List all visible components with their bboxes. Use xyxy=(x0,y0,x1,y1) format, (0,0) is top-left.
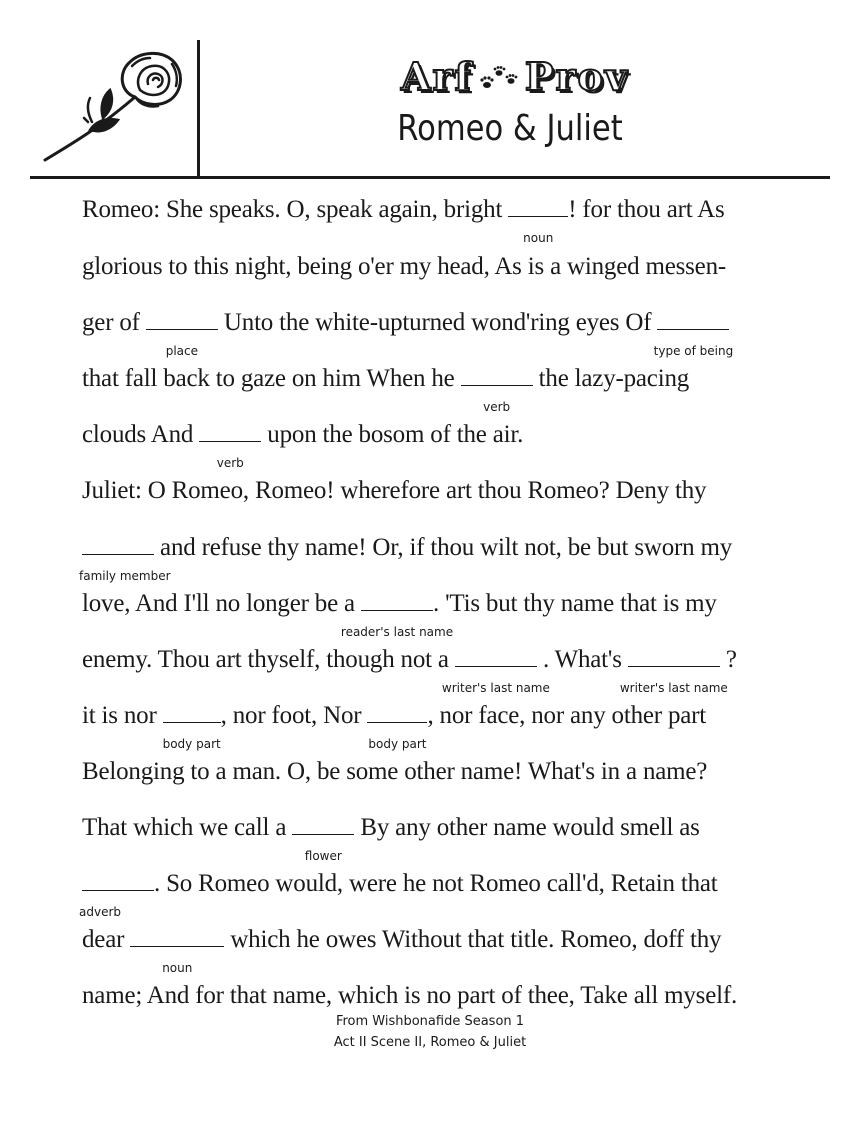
story-text-segment: that fall back to gaze on him When he xyxy=(82,365,461,392)
fill-in-blank[interactable] xyxy=(199,421,261,470)
fill-in-blank[interactable] xyxy=(130,926,224,975)
fill-in-blank[interactable] xyxy=(619,646,728,695)
page-title: Romeo & Juliet xyxy=(397,108,623,149)
fill-in-blank[interactable] xyxy=(292,814,354,863)
story-text-segment: name; And for that name, which is no part of thee, Take all myself. xyxy=(82,982,738,1009)
story-line xyxy=(82,308,734,358)
story-text-segment: . So Romeo would, were he not Romeo call'd, Retain that xyxy=(154,870,718,897)
footer-line-2: Act II Scene II, Romeo & Juliet xyxy=(333,1035,527,1050)
story-text-segment: dear xyxy=(82,926,131,953)
story-line xyxy=(82,757,707,787)
blank-hint-label: writer's last name xyxy=(619,681,728,695)
story-text-segment: and refuse thy name! Or, if thou wilt not, be but sworn my xyxy=(154,534,733,561)
blank-hint-label: verb xyxy=(483,400,511,414)
fill-in-blank[interactable] xyxy=(79,534,171,583)
blank-hint-label: noun xyxy=(523,231,554,245)
fill-in-blank[interactable] xyxy=(367,702,427,751)
blank-hint-label: family member xyxy=(79,569,171,583)
story-line xyxy=(82,813,700,863)
story-text-segment: Romeo: She speaks. O, speak again, bright xyxy=(82,196,509,223)
fill-in-blank[interactable] xyxy=(441,646,550,695)
blank-hint-label: adverb xyxy=(79,905,122,919)
fill-in-blank[interactable] xyxy=(146,309,218,358)
story-text-segment: , nor face, nor any other part xyxy=(427,702,707,729)
story-line xyxy=(79,533,733,583)
blank-hint-label: place xyxy=(165,344,199,358)
fill-in-blank[interactable] xyxy=(340,590,454,639)
story-text-segment: which he owes Without that title. Romeo, doff thy xyxy=(224,926,722,953)
header-divider-vertical xyxy=(197,40,200,177)
blank-hint-label: flower xyxy=(304,849,342,863)
blank-hint-label: reader's last name xyxy=(340,625,454,639)
story-text-segment: . 'Tis but thy name that is my xyxy=(433,590,717,617)
blank-hint-label: noun xyxy=(162,961,193,975)
story-line xyxy=(82,252,726,282)
story-text-segment: By any other name would smell as xyxy=(354,814,700,841)
rose-icon xyxy=(40,42,190,167)
story-text-segment: clouds And xyxy=(82,421,200,448)
fill-in-blank[interactable] xyxy=(79,870,154,919)
footer-line-1: From Wishbonafide Season 1 xyxy=(335,1014,525,1029)
story-line xyxy=(82,420,524,470)
story-text-segment: ger of xyxy=(82,309,146,336)
story-line xyxy=(82,364,690,414)
story-text-segment: That which we call a xyxy=(82,814,293,841)
story-text-segment: Juliet: O Romeo, Romeo! wherefore art thou Romeo? Deny thy xyxy=(82,477,707,504)
story-text-segment: it is nor xyxy=(82,702,163,729)
brand-logo xyxy=(370,52,660,100)
story-line xyxy=(82,645,737,695)
story-line xyxy=(79,869,718,919)
story-text-segment: enemy. Thou art thyself, though not a xyxy=(82,646,455,673)
story-text-segment: , nor foot, Nor xyxy=(220,702,368,729)
paw-print-icon xyxy=(477,59,521,93)
brand-right: Prov xyxy=(524,53,629,99)
story-text-segment: . What's xyxy=(536,646,628,673)
blank-hint-label: writer's last name xyxy=(441,681,550,695)
fill-in-blank[interactable] xyxy=(461,365,533,414)
story-line xyxy=(82,195,725,245)
fill-in-blank[interactable] xyxy=(508,196,568,245)
blank-hint-label: type of being xyxy=(653,344,734,358)
story-text-segment: ? xyxy=(719,646,737,673)
brand-left: Arf xyxy=(401,53,473,99)
blank-hint-label: verb xyxy=(216,456,244,470)
blank-hint-label: body part xyxy=(162,737,221,751)
story-text-segment: upon the bosom of the air. xyxy=(261,421,524,448)
story-text-segment: Belonging to a man. O, be some other name! What's in a name? xyxy=(82,758,708,785)
story-text-segment: glorious to this night, being o'er my head, As is a winged messen- xyxy=(82,253,727,280)
blank-hint-label: body part xyxy=(368,737,427,751)
story-line xyxy=(82,925,722,975)
fill-in-blank[interactable] xyxy=(162,702,221,751)
header-divider-horizontal xyxy=(30,176,830,179)
header xyxy=(0,0,860,180)
fill-in-blank[interactable] xyxy=(653,309,734,358)
story-line xyxy=(82,981,737,1011)
story-line xyxy=(82,476,706,506)
story-text-segment: love, And I'll no longer be a xyxy=(82,590,361,617)
story-line xyxy=(82,701,707,751)
story-text-segment: the lazy-pacing xyxy=(532,365,690,392)
story-text-segment: Unto the white-upturned wond'ring eyes Of xyxy=(217,309,658,336)
story-line xyxy=(82,589,717,639)
story-text-segment: ! for thou art As xyxy=(568,196,725,223)
